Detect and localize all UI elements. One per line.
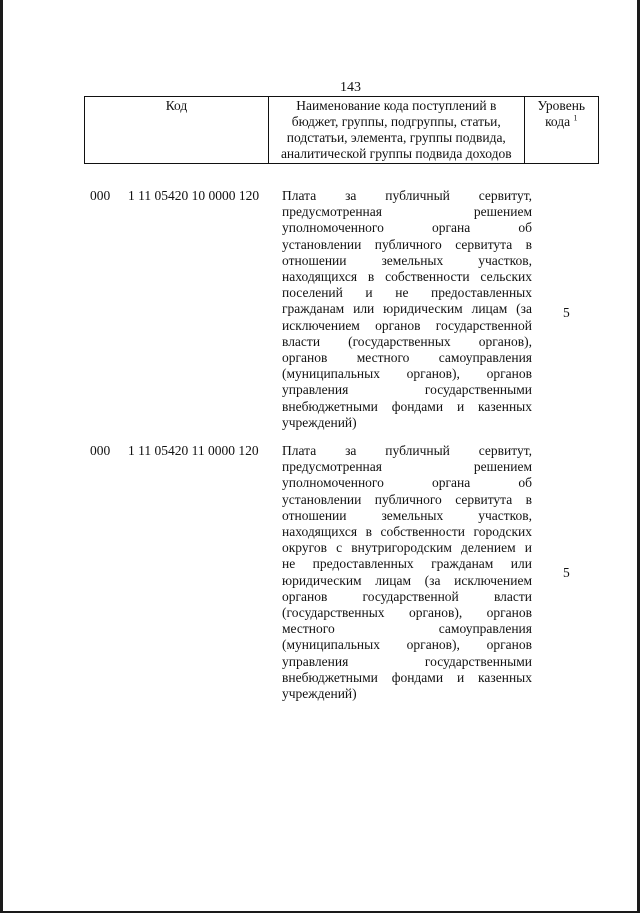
description-line: уполномоченного органа об [282,475,532,491]
footnote-marker: 1 [573,113,578,123]
description-line: местного самоуправления [282,621,532,637]
header-name-cell [268,97,524,164]
description-line: уполномоченного органа об [282,220,532,236]
description-line: учреждений) [282,414,357,430]
description-line: отношении земельных участков, [282,507,532,523]
table-header [84,96,599,164]
header-code-cell [85,97,269,164]
description-line: округов с внутригородским делением и [282,540,532,556]
header-level-text: кода [545,114,571,129]
description-line: управления государственными [282,653,532,669]
description-line: (муниципальных органов), органов [282,637,532,653]
description-line: (государственных органов), органов [282,605,532,621]
description-line: учреждений) [282,686,357,702]
header-name-line: аналитической группы подвида доходов [280,146,512,161]
header-code: Код [165,98,188,113]
description-line: установлении публичного сервитута в [282,236,532,252]
description-line: предусмотренная решением [282,204,532,220]
level-code: 5 [563,565,570,580]
admin-code: 000 [90,443,111,458]
description-line: установлении публичного сервитута в [282,491,532,507]
income-description [282,188,532,431]
income-code: 1 11 05420 11 0000 120 [128,443,259,458]
description-line: исключением органов государственной [282,317,532,333]
description-line: юридическим лицам (за исключением [282,572,532,588]
income-description [282,443,532,702]
header-name-line: бюджет, группы, подгруппы, статьи, [291,114,501,129]
header-name-line: Наименование кода поступлений в [296,98,497,113]
description-line: органов государственной власти [282,588,532,604]
description-line: внебюджетными фондами и казенных [282,669,532,685]
description-line: гражданам или юридическим лицам (за [282,301,532,317]
description-line: (муниципальных органов), органов [282,366,532,382]
income-code: 1 11 05420 10 0000 120 [128,188,260,203]
description-line: власти (государственных органов), [282,333,532,349]
description-line: внебюджетными фондами и казенных [282,398,532,414]
header-level-line2 [528,114,595,130]
description-line: органов местного самоуправления [282,350,532,366]
description-line: не предоставленных гражданам или [282,556,532,572]
description-line: управления государственными [282,382,532,398]
admin-code: 000 [90,188,111,203]
description-line: предусмотренная решением [282,459,532,475]
header-level-cell [524,97,598,164]
description-line: находящихся в собственности сельских [282,269,532,285]
page-number: 143 [340,80,361,95]
description-line: Плата за публичный сервитут, [282,443,532,458]
scan-border-left [0,0,3,913]
description-line: поселений и не предоставленных [282,285,532,301]
header-level-line1: Уровень [537,98,586,113]
description-line: Плата за публичный сервитут, [282,188,532,203]
description-line: отношении земельных участков, [282,252,532,268]
description-line: находящихся в собственности городских [282,524,532,540]
header-name-line: подстатьи, элемента, группы подвида, [286,130,506,145]
level-code: 5 [563,305,570,320]
